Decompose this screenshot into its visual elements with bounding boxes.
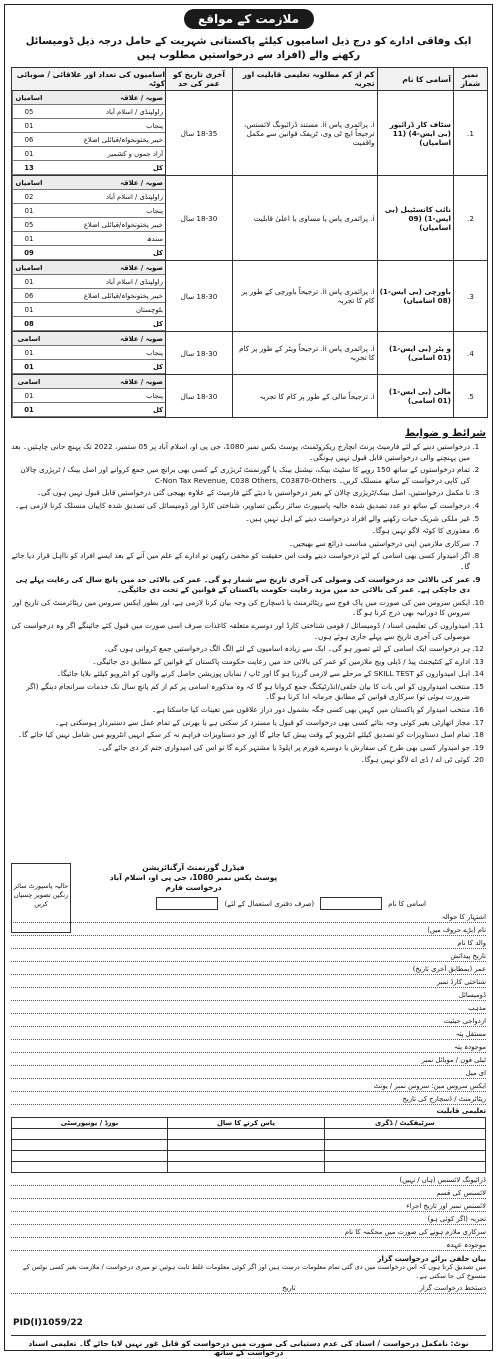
quota-region: صوبہ / علاقہ: [45, 261, 165, 275]
signature-label: دستخط درخواست گزار: [419, 1283, 486, 1292]
quota-row: [13, 389, 165, 403]
form-field-label: ازدواجی حیثیت: [443, 1016, 486, 1025]
quota-region: راولپنڈی / اسلام آباد: [45, 190, 165, 204]
quota-count: اسامیاں: [13, 91, 46, 105]
quota-region: خیبر پختونخواہ/قبائلی اضلاع: [45, 133, 165, 147]
quota-row: [13, 147, 165, 161]
quota-row: [13, 317, 165, 331]
quota-head-row: [13, 332, 165, 346]
header-age: آخری تاریخ کو عمر کی حد: [165, 68, 232, 91]
form-field[interactable]: [11, 1080, 486, 1092]
post-row: [11, 897, 426, 910]
form-field[interactable]: [11, 1002, 486, 1014]
quota-region: کل: [45, 403, 165, 417]
form-field-label: مستقل پتہ: [455, 1029, 486, 1038]
quota-region: صوبہ / علاقہ: [45, 375, 165, 389]
quota-count: 02: [13, 190, 46, 204]
job-post-name: باورچی (بی ایس-1) (08 اسامیاں): [377, 261, 453, 332]
header-quota: اسامیوں کی تعداد اور علاقائی / صوبائی کوٹہ: [12, 68, 166, 91]
quota-row: [13, 303, 165, 317]
education-cell[interactable]: [168, 1151, 325, 1162]
quota-row: [13, 190, 165, 204]
job-post-name: نائب کانسٹیبل (بی ایس-1) (09 اسامیاں): [377, 176, 453, 261]
job-row: [12, 375, 488, 418]
footer-note: نوٹ: نامکمل درخواست / اسناد کی عدم دستیابی کی صورت میں درخواست کو قابل غور نہیں لایا جائے گا۔ تعلیمی اسناد درخواست کے ساتھ: [11, 1335, 486, 1357]
header-sr: نمبر شمار: [453, 68, 487, 91]
form-field-label: اشتہار کا حوالہ: [441, 912, 486, 921]
form-field[interactable]: [11, 1067, 486, 1079]
job-sr: 1.: [453, 91, 487, 176]
education-table: [11, 1117, 486, 1173]
signature-line[interactable]: [11, 1282, 486, 1294]
terms-list: [11, 442, 486, 768]
form-field[interactable]: [11, 1041, 486, 1053]
quota-region: کل: [45, 317, 165, 331]
quota-count: 01: [13, 275, 46, 289]
form-field[interactable]: [11, 1200, 486, 1212]
education-row: [12, 1129, 486, 1140]
term-item: 8. اگر امیدوار کسی بھی اسامی کے لئے درخواست دیتے وقت اس حقیقت کو مخفی رکھیں تو ادارے کے علم میں آنے کے بعد ایسے افراد کو نااہل قرار دیا جائے گا۔: [11, 551, 470, 572]
quota-row: [13, 346, 165, 360]
quota-count: 08: [13, 317, 46, 331]
quota-count: 09: [13, 246, 46, 260]
form-field-label: تاریخ پیدائش: [450, 951, 486, 960]
quota-region: کل: [45, 360, 165, 374]
form-field-label: مذہب: [468, 1003, 486, 1012]
job-post-name: سٹاف کار ڈرائیور (بی ایس-4) (11 اسامیاں): [377, 91, 453, 176]
pid-number: PID(I)1059/22: [13, 1318, 83, 1328]
job-sr: 5.: [453, 375, 487, 418]
declaration-text: میں تصدیق کرتا ہوں کہ اس درخواست میں دی گئی تمام معلومات درست ہیں اور اگر کوئی معلومات غلط ثابت ہوئیں تو میری درخواست / ملازمت بغیر کسی نوٹس کے منسوخ کی جا سکتی ہے۔: [22, 1263, 486, 1280]
quota-head-row: [13, 261, 165, 275]
education-row: [12, 1151, 486, 1162]
form-field-label: ای میل: [465, 1068, 486, 1077]
term-item: 7. سرکاری ملازمین اپنی درخواستیں مناسب ذرائع سے بھیجیں۔: [11, 539, 470, 550]
form-field[interactable]: [11, 976, 486, 988]
job-age-limit: 18-30 سال: [165, 261, 232, 332]
quota-region: کل: [45, 246, 165, 260]
term-item: 2. تمام درخواستوں کے ساتھ 150 روپے کا سٹیٹ بینک، نیشنل بینک یا گورنمنٹ ٹریژری کے کسی بھی برانچ میں جمع کروانے اور اصل بینک / ٹریژری چالان کی کاپی درخواست کے ساتھ منسلک کریں۔ C-Non Tax Revenue, C038 Others, C03870-Others: [11, 465, 470, 486]
office-use-label: (صرف دفتری استعمال کے لئے): [224, 899, 315, 908]
job-quota: [12, 176, 166, 261]
job-qualification: i. ترجیحاً مالی کے طور پر کام کا تجربہ: [232, 375, 377, 418]
quota-count: 01: [13, 147, 46, 161]
quota-region: خیبر پختونخواہ/قبائلی اضلاع: [45, 218, 165, 232]
education-cell[interactable]: [12, 1129, 168, 1140]
job-row: [12, 332, 488, 375]
quota-count: 01: [13, 403, 46, 417]
job-age-limit: 18-30 سال: [165, 375, 232, 418]
declaration-title: بیان حلفی برائے درخواست گزار: [377, 1255, 486, 1263]
quota-count: 01: [13, 389, 46, 403]
job-opportunities-banner: ملازمت کے مواقع: [184, 9, 314, 29]
form-field-label: موجودہ پتہ: [454, 1042, 486, 1051]
headline: ایک وفاقی ادارے کو درج ذیل اسامیوں کیلئے پاکستانی شہریت کے حامل درجہ ذیل ڈومیسائل رکھنے والے (افراد سے درخواستیں مطلوب ہیں: [25, 36, 472, 61]
form-field-label: نام (بڑے حروف میں): [427, 925, 486, 934]
job-age-limit: 18-30 سال: [165, 176, 232, 261]
term-item: 18. تمام اصل دستاویزات کو تصدیق کیلئے انٹرویو کے وقت پیش کیا جائے گا اور جو دستاویزات فراہم نہ کر سکے انہیں انٹرویو میں شامل نہیں کیا جائے گا۔: [11, 730, 470, 741]
form-field-label: عمر (بمطابق آخری تاریخ): [412, 964, 486, 973]
education-row: [12, 1162, 486, 1173]
job-quota: [12, 261, 166, 332]
form-address: پوسٹ بکس نمبر 1080، جی پی او، اسلام آباد: [109, 873, 278, 882]
term-item: 6. معذوری کا کوٹہ لاگو نہیں ہوگا۔: [11, 526, 470, 537]
office-use-box: [156, 897, 218, 910]
quota-count: 06: [13, 133, 46, 147]
form-field[interactable]: [11, 1093, 486, 1105]
more-fields: [11, 1174, 486, 1251]
quota-count: اسامی: [13, 332, 46, 346]
job-sr: 4.: [453, 332, 487, 375]
form-field[interactable]: [11, 937, 486, 949]
form-field-label: لائسنس نمبر اور تاریخ اجراء: [406, 1201, 486, 1210]
quota-region: پنجاب: [45, 389, 165, 403]
form-field[interactable]: [11, 924, 486, 936]
form-field[interactable]: [11, 911, 486, 923]
job-quota: [12, 332, 166, 375]
quota-count: اسامی: [13, 375, 46, 389]
term-item: 20. کوئی ٹی اے / ڈی اے لاگو نہیں ہوگا۔: [11, 755, 470, 766]
terms-title: شرائط و ضوابط: [405, 428, 486, 439]
quota-count: اسامیاں: [13, 261, 46, 275]
quota-count: 01: [13, 360, 46, 374]
quota-region: سندھ: [45, 232, 165, 246]
term-item: 12. ہر درخواست ایک اسامی کے لئے تصور ہو گی۔ ایک سے زیادہ اسامیوں کے لئے الگ الگ درخواستیں جمع کروانی ہوں گی۔: [11, 644, 470, 655]
header-post: آسامی کا نام: [377, 68, 453, 91]
job-post-name: مالی (بی ایس-1) (01 اسامی): [377, 375, 453, 418]
form-field[interactable]: [11, 1028, 486, 1040]
quota-count: 01: [13, 303, 46, 317]
education-cell[interactable]: [324, 1151, 485, 1162]
term-item: 16. منتخب امیدوار کو پاکستان میں کہیں بھی کسی جگہ بشمول دور دراز علاقوں میں تعینات کیا جاسکتا ہے۔: [11, 705, 470, 716]
quota-head-row: [13, 375, 165, 389]
job-age-limit: 18-30 سال: [165, 332, 232, 375]
quota-region: صوبہ / علاقہ: [45, 91, 165, 105]
photo-box: حالیہ پاسپورٹ سائز رنگین تصویر چسپاں کریں: [11, 863, 71, 933]
term-item: 19. جو امیدوار کسی بھی طرح کی سفارش یا دوسرے فورم پر اپلوڈ یا مشتہر کرے گا تو اس کی امیدواری ختم کر دی جائے گی۔: [11, 743, 470, 754]
term-item: 3. نا مکمل درخواستیں، اصل بینک/ٹریژری چالان کے بغیر درخواستیں یا دیئے گئے فارمیٹ کے علاوہ بھیجی گئی درخواستیں قابل قبول نہیں ہوں گی۔: [11, 488, 470, 499]
form-field-label: سرکاری ملازم ہونے کی صورت میں محکمہ کا نام: [344, 1227, 486, 1236]
quota-region: راولپنڈی / اسلام آباد: [45, 105, 165, 119]
job-row: [12, 176, 488, 261]
quota-count: 06: [13, 289, 46, 303]
form-field[interactable]: [11, 950, 486, 962]
quota-row: [13, 403, 165, 417]
quota-row: [13, 232, 165, 246]
quota-count: 01: [13, 119, 46, 133]
quota-count: 05: [13, 218, 46, 232]
education-cell[interactable]: [168, 1129, 325, 1140]
form-field-label: ٹیلی فون / موبائل نمبر: [421, 1055, 486, 1064]
education-cell[interactable]: [324, 1140, 485, 1151]
term-item: 14. اہل امیدواروں کو SKILL TEST کے مرحلے سے لازمی گزرنا ہو گا اور ٹاپ / نمایاں پوزیشن حاصل کرنے والوں کو انٹرویو کیلئے بلایا جائیگا۔: [11, 669, 470, 680]
term-item: 9. عمر کی بالائی حد درخواست کی وصولی کی آخری تاریخ سے شمار ہو گی۔ عمر کی بالائی حد میں پانچ سال کی رعایت پہلے ہی دی جاچکی ہے۔ عمر کی بالائی حد میں مزید رعایت حکومت پاکستان کے قوانین کے تحت دی جائیگی۔: [11, 575, 470, 596]
form-field[interactable]: [11, 1213, 486, 1225]
quota-region: خیبر پختونخواہ/قبائلی اضلاع: [45, 289, 165, 303]
quota-row: [13, 161, 165, 175]
education-col-header: بورڈ / یونیورسٹی: [12, 1118, 168, 1129]
quota-row: [13, 289, 165, 303]
term-item: 13. ادارے کے کنٹیجنٹ پیڈ / ڈیلی ویج ملازمین کو عمر کی بالائی حد میں رعایت حکومت پاکستان کے قوانین کے مطابق دی جائیگی۔: [11, 657, 470, 668]
quota-head-row: [13, 176, 165, 190]
form-field-label: ریٹائرمنٹ / ڈسچارج کی تاریخ: [402, 1094, 486, 1103]
quota-row: [13, 360, 165, 374]
term-item: 4. درخواست کے ساتھ دو عدد تصدیق شدہ حالیہ پاسپورٹ سائز رنگین تصاویر، شناختی کارڈ اور ڈومیسائل کی تصدیق شدہ کاپیاں منسلک کرنا لازمی ہے۔: [11, 501, 470, 512]
quota-row: [13, 204, 165, 218]
job-row: [12, 91, 488, 176]
education-cell[interactable]: [12, 1151, 168, 1162]
term-item: 5. غیر ملکی شریک حیات رکھنے والے افراد درخواست دینے کے اہل نہیں ہیں۔: [11, 514, 470, 525]
term-item: 1. درخواستیں دینے کے لئے فارمیٹ پرنٹ انچارج ریکروٹمنٹ، پوسٹ بکس نمبر 1080، جی پی او، اسلام آباد پر 05 ستمبر، 2022 تک پہنچ جانی چاہئیں۔ بعد میں پہنچنے والی درخواستیں قابل قبول نہیں ہونگی۔: [11, 442, 470, 463]
form-field[interactable]: [11, 1174, 486, 1186]
quota-region: صوبہ / علاقہ: [45, 332, 165, 346]
form-field-label: موجودہ عہدہ: [446, 1240, 486, 1249]
education-cell[interactable]: [324, 1129, 485, 1140]
term-item: 11. امیدواروں کی تعلیمی اسناد / ڈومیسائل / قومی شناختی کارڈ اور دوسرے متعلقہ کاغذات صرف اسی صورت میں قبول کئے جائینگے اگر وہ درخواست کی موصولی کی آخری تاریخ سے پہلے جاری ہوئے ہوں۔: [11, 621, 470, 642]
quota-region: صوبہ / علاقہ: [45, 176, 165, 190]
application-form: [11, 863, 486, 1333]
post-box[interactable]: [320, 897, 382, 910]
form-fields: [11, 911, 486, 1105]
quota-region: بلوچستان: [45, 303, 165, 317]
education-cell[interactable]: [168, 1140, 325, 1151]
jobs-table: [11, 67, 488, 418]
quota-count: 05: [13, 105, 46, 119]
quota-region: آزاد جموں و کشمیر: [45, 147, 165, 161]
header-qualification: کم از کم مطلوبہ تعلیمی قابلیت اور تجربہ: [232, 68, 377, 91]
form-field[interactable]: [11, 963, 486, 975]
quota-row: [13, 246, 165, 260]
job-post-name: و یٹر (بی ایس-1) (01 اسامی): [377, 332, 453, 375]
education-col-header: پاس کرنے کا سال: [168, 1118, 325, 1129]
job-age-limit: 18-35 سال: [165, 91, 232, 176]
education-header-row: [12, 1118, 486, 1129]
form-field[interactable]: [11, 1239, 486, 1251]
form-field-label: شناختی کارڈ نمبر: [436, 977, 486, 986]
form-title: درخواست فارم: [165, 883, 222, 892]
date-label: تاریخ: [282, 1283, 296, 1292]
form-field-label: ڈرائیونگ لائسنس (ہاں / نہیں): [399, 1175, 486, 1184]
form-field-label: تجربہ (اگر کوئی ہو): [427, 1214, 486, 1223]
quota-region: پنجاب: [45, 346, 165, 360]
job-row: [12, 261, 488, 332]
job-quota: [12, 375, 166, 418]
quota-row: [13, 105, 165, 119]
job-qualification: i. پرائمری پاس ii. ترجیحاً ویٹر کے طور پر کام کا تجربہ: [232, 332, 377, 375]
form-field-label: ایکس سروس مین: سروس نمبر / یونٹ: [373, 1081, 486, 1090]
quota-row: [13, 119, 165, 133]
form-field[interactable]: [11, 989, 486, 1001]
quota-count: 01: [13, 204, 46, 218]
job-sr: 3.: [453, 261, 487, 332]
quota-region: راولپنڈی / اسلام آباد: [45, 275, 165, 289]
quota-row: [13, 275, 165, 289]
job-qualification: i. پرائمری پاس ii. مستند ڈرائیونگ لائسنس، ترجیحاً ایچ ٹی وی، ٹریفک قوانین سے مکمل واقفیت: [232, 91, 377, 176]
education-cell[interactable]: [12, 1162, 168, 1173]
quota-region: پنجاب: [45, 119, 165, 133]
quota-count: 13: [13, 161, 46, 175]
form-field[interactable]: [11, 1015, 486, 1027]
education-cell[interactable]: [168, 1162, 325, 1173]
quota-region: پنجاب: [45, 204, 165, 218]
quota-count: 01: [13, 346, 46, 360]
term-item: 15. منتخب امیدواروں کو اس بات کا بیان حلفی/انڈرٹیکنگ جمع کروانا ہو گا کہ وہ مذکورہ اسامی پر کم از کم پانچ سال تک خدمات سرانجام دینگے (اگر ضرورت ہوئی تو) سرکاری قوانین کے مطابق جرمانہ ادا کرنا ہو گا۔: [11, 682, 470, 703]
job-quota: [12, 91, 166, 176]
form-field[interactable]: [11, 1187, 486, 1199]
form-field[interactable]: [11, 1054, 486, 1066]
job-qualification: i. پرائمری پاس ii. ترجیحاً باورچی کے طور پر کام کا تجربہ: [232, 261, 377, 332]
education-row: [12, 1140, 486, 1151]
form-field-label: ڈومیسائل: [458, 990, 486, 999]
form-org: فیڈرل گورنمنٹ آرگنائزیشن: [142, 863, 245, 872]
term-item: 10. ایکس سروس مین کی صورت میں پاک فوج سے ریٹائرمنٹ یا ڈسچارج کی وجہ بیان کرنا لازمی ہے، اور بطور ایکس سروس مین ریٹائرمنٹ کی تاریخ اور سروس کا دورانیہ بھی درج کرنا ہو گا۔: [11, 598, 470, 619]
education-title: تعلیمی قابلیت: [436, 1107, 486, 1115]
quota-row: [13, 218, 165, 232]
term-item: 17. مجاز اتھارٹی بغیر کوئی وجہ بتائے کسی بھی درخواست کو قبول یا مسترد کر سکتی ہے یا بھرتی کے تمام عمل سے دستبردار ہوسکتی ہے۔: [11, 718, 470, 729]
form-field[interactable]: [11, 1226, 486, 1238]
education-col-header: سرٹیفکیٹ / ڈگری: [324, 1118, 485, 1129]
quota-region: کل: [45, 161, 165, 175]
quota-row: [13, 133, 165, 147]
advertisement-page: [4, 4, 493, 1357]
quota-head-row: [13, 91, 165, 105]
education-cell[interactable]: [12, 1140, 168, 1151]
form-field-label: والد کا نام: [457, 938, 486, 947]
quota-count: اسامیاں: [13, 176, 46, 190]
post-label: اسامی کا نام: [388, 899, 426, 908]
form-field-label: لائسنس کی قسم: [436, 1188, 486, 1197]
quota-count: 01: [13, 232, 46, 246]
job-sr: 2.: [453, 176, 487, 261]
education-cell[interactable]: [324, 1162, 485, 1173]
job-qualification: i. پرائمری پاس یا مساوی یا اعلیٰ قابلیت: [232, 176, 377, 261]
